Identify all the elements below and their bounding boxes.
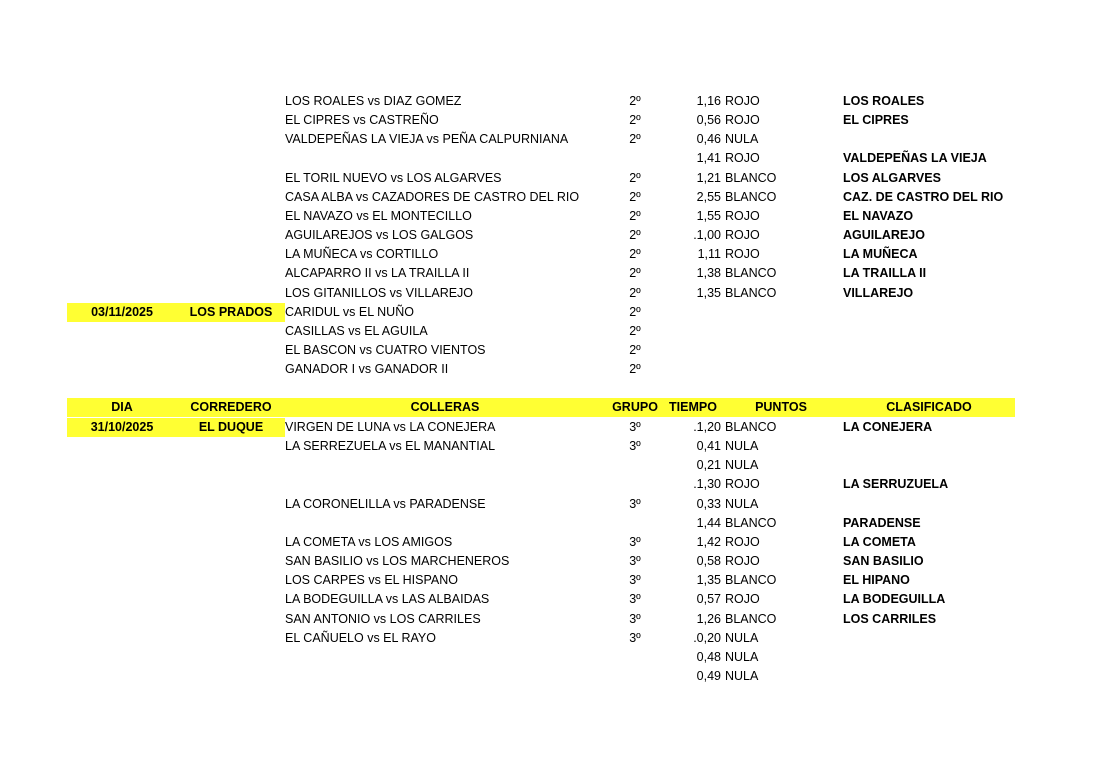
cell-corredero: EL DUQUE [177, 418, 285, 437]
cell-colleras: EL CIPRES vs CASTREÑO [285, 113, 439, 128]
table-row [0, 629, 1105, 648]
cell-colleras [285, 475, 605, 494]
table-row [0, 514, 1105, 533]
table-row [0, 456, 1105, 475]
cell-grupo: 2º [629, 323, 641, 338]
cell-grupo [605, 456, 665, 475]
table-row [0, 590, 1105, 609]
cell-clasificado: LOS ALGARVES [843, 170, 941, 185]
table-row [0, 360, 1105, 379]
cell-colleras: LOS GITANILLOS vs VILLAREJO [285, 285, 474, 300]
cell-dia [67, 264, 177, 283]
cell-puntos [725, 360, 835, 379]
cell-tiempo: 1,16 [696, 94, 721, 108]
cell-dia [67, 571, 177, 590]
cell-tiempo: 1,55 [696, 208, 721, 223]
cell-dia [67, 456, 177, 475]
cell-corredero [177, 284, 285, 303]
cell-puntos: BLANCO [725, 285, 777, 300]
cell-dia [67, 514, 177, 533]
cell-tiempo: 1,11 [697, 247, 721, 262]
table-row [0, 437, 1105, 456]
cell-grupo: 3º [629, 420, 641, 434]
cell-clasificado: PARADENSE [843, 515, 921, 530]
cell-colleras [285, 514, 605, 533]
cell-puntos: ROJO [725, 554, 760, 569]
cell-tiempo: 1,41 [696, 151, 721, 166]
cell-dia [67, 284, 177, 303]
cell-corredero [177, 149, 285, 168]
cell-corredero [177, 111, 285, 130]
table-row [0, 341, 1105, 360]
cell-dia [67, 322, 177, 341]
cell-corredero [177, 245, 285, 264]
table-row [0, 149, 1105, 168]
cell-dia: 03/11/2025 [67, 303, 177, 322]
cell-clasificado [843, 629, 1015, 648]
cell-dia [67, 667, 177, 686]
cell-puntos: NULA [725, 458, 759, 473]
cell-tiempo: .0,20 [693, 630, 721, 645]
cell-corredero [177, 648, 285, 667]
cell-grupo: 2º [629, 247, 641, 262]
cell-tiempo: .1,20 [693, 420, 721, 434]
cell-corredero [177, 456, 285, 475]
cell-dia [67, 111, 177, 130]
cell-clasificado: SAN BASILIO [843, 554, 924, 569]
table-row [0, 130, 1105, 149]
table-row [0, 495, 1105, 514]
cell-tiempo: 0,46 [696, 132, 721, 147]
cell-corredero [177, 590, 285, 609]
cell-colleras: LA COMETA vs LOS AMIGOS [285, 534, 453, 549]
cell-grupo: 3º [629, 592, 641, 607]
cell-tiempo: 1,35 [696, 285, 721, 300]
cell-grupo: 2º [629, 285, 641, 300]
cell-grupo: 2º [629, 266, 641, 281]
cell-grupo: 2º [629, 228, 641, 243]
cell-corredero [177, 437, 285, 456]
cell-dia [67, 648, 177, 667]
cell-clasificado [843, 360, 1015, 379]
cell-puntos: ROJO [725, 208, 760, 223]
table-row [0, 111, 1105, 130]
cell-colleras: SAN BASILIO vs LOS MARCHENEROS [285, 554, 510, 569]
cell-corredero [177, 130, 285, 149]
cell-puntos: ROJO [725, 228, 760, 243]
cell-puntos: BLANCO [725, 189, 777, 204]
cell-dia [67, 149, 177, 168]
cell-tiempo: 0,41 [696, 439, 721, 454]
cell-colleras: LOS CARPES vs EL HISPANO [285, 573, 458, 588]
cell-corredero [177, 207, 285, 226]
cell-grupo [605, 475, 665, 494]
cell-grupo [605, 667, 665, 686]
table-row [0, 92, 1105, 111]
cell-colleras: CARIDUL vs EL NUÑO [285, 304, 414, 319]
cell-tiempo: 0,48 [696, 649, 721, 664]
table-header-row [0, 398, 1105, 417]
cell-puntos: NULA [725, 630, 759, 645]
cell-colleras: CASILLAS vs EL AGUILA [285, 323, 428, 338]
table-row [0, 169, 1105, 188]
cell-dia [67, 437, 177, 456]
cell-grupo: 3º [629, 573, 641, 588]
cell-corredero [177, 610, 285, 629]
cell-grupo [605, 149, 665, 168]
cell-tiempo: 1,38 [696, 266, 721, 281]
cell-grupo: 2º [629, 170, 641, 185]
cell-grupo: 2º [629, 304, 641, 319]
cell-corredero: LOS PRADOS [177, 303, 285, 322]
cell-puntos: ROJO [725, 113, 760, 128]
cell-clasificado: VILLAREJO [843, 285, 914, 300]
cell-dia [67, 533, 177, 552]
cell-tiempo: 0,58 [696, 554, 721, 569]
cell-colleras: EL NAVAZO vs EL MONTECILLO [285, 208, 472, 223]
cell-dia [67, 475, 177, 494]
cell-tiempo: 0,33 [696, 496, 721, 511]
cell-grupo: 2º [629, 189, 641, 204]
cell-grupo: 3º [629, 496, 641, 511]
cell-clasificado [843, 495, 1015, 514]
cell-clasificado [843, 667, 1015, 686]
cell-puntos: ROJO [725, 247, 760, 262]
cell-puntos [725, 322, 835, 341]
cell-colleras: AGUILAREJOS vs LOS GALGOS [285, 228, 474, 243]
cell-clasificado [843, 130, 1015, 149]
cell-grupo: 2º [629, 342, 641, 357]
cell-colleras: EL CAÑUELO vs EL RAYO [285, 630, 436, 645]
header-grupo: GRUPO [612, 400, 658, 414]
cell-colleras: CASA ALBA vs CAZADORES DE CASTRO DEL RIO [285, 189, 580, 204]
cell-grupo: 2º [629, 113, 641, 128]
cell-clasificado: EL CIPRES [843, 113, 909, 128]
cell-clasificado: EL NAVAZO [843, 208, 914, 223]
cell-dia [67, 495, 177, 514]
cell-dia [67, 188, 177, 207]
cell-corredero [177, 322, 285, 341]
cell-clasificado: LA COMETA [843, 534, 916, 549]
cell-corredero [177, 629, 285, 648]
cell-clasificado: AGUILAREJO [843, 228, 925, 243]
cell-grupo [605, 648, 665, 667]
table-row [0, 610, 1105, 629]
cell-tiempo: 2,55 [696, 189, 721, 204]
cell-corredero [177, 360, 285, 379]
cell-dia [67, 226, 177, 245]
cell-corredero [177, 264, 285, 283]
cell-grupo [605, 514, 665, 533]
cell-puntos: BLANCO [725, 611, 777, 626]
cell-clasificado [843, 648, 1015, 667]
table-row [0, 322, 1105, 341]
cell-dia [67, 169, 177, 188]
cell-puntos: ROJO [725, 151, 760, 166]
cell-tiempo: 1,21 [696, 170, 721, 185]
cell-tiempo [665, 341, 721, 360]
cell-clasificado [843, 322, 1015, 341]
cell-tiempo: 0,57 [696, 592, 721, 607]
table-row [0, 284, 1105, 303]
table-row [0, 207, 1105, 226]
cell-grupo: 3º [629, 611, 641, 626]
cell-clasificado [843, 456, 1015, 475]
cell-dia [67, 341, 177, 360]
cell-colleras: VALDEPEÑAS LA VIEJA vs PEÑA CALPURNIANA [285, 132, 569, 147]
cell-clasificado: LA TRAILLA II [843, 266, 927, 281]
cell-grupo: 2º [629, 362, 641, 377]
cell-dia [67, 130, 177, 149]
cell-tiempo [665, 303, 721, 322]
cell-tiempo: 1,26 [696, 611, 721, 626]
cell-dia [67, 610, 177, 629]
cell-colleras: LA CORONELILLA vs PARADENSE [285, 496, 486, 511]
header-corredero: CORREDERO [190, 400, 272, 414]
cell-corredero [177, 495, 285, 514]
cell-clasificado: EL HIPANO [843, 573, 910, 588]
cell-grupo: 2º [629, 94, 641, 108]
cell-puntos: ROJO [725, 94, 760, 108]
cell-corredero [177, 552, 285, 571]
cell-dia [67, 245, 177, 264]
cell-puntos: BLANCO [725, 266, 777, 281]
cell-colleras: LA SERREZUELA vs EL MANANTIAL [285, 439, 496, 454]
cell-clasificado [843, 303, 1015, 322]
cell-grupo: 3º [629, 534, 641, 549]
cell-clasificado [843, 341, 1015, 360]
cell-tiempo: 1,44 [696, 515, 721, 530]
cell-puntos: NULA [725, 668, 759, 683]
table-row [0, 245, 1105, 264]
cell-colleras: GANADOR I vs GANADOR II [285, 362, 449, 377]
cell-corredero [177, 571, 285, 590]
table-row [0, 226, 1105, 245]
cell-corredero [177, 226, 285, 245]
cell-tiempo: 0,21 [696, 458, 721, 473]
cell-clasificado [843, 437, 1015, 456]
header-colleras: COLLERAS [410, 400, 480, 414]
cell-puntos: BLANCO [725, 170, 777, 185]
cell-puntos: ROJO [725, 592, 760, 607]
cell-colleras [285, 456, 605, 475]
cell-puntos: BLANCO [725, 515, 777, 530]
cell-grupo: 3º [629, 439, 641, 454]
cell-colleras [285, 149, 605, 168]
table-row [0, 264, 1105, 283]
cell-grupo: 3º [629, 554, 641, 569]
cell-puntos: BLANCO [725, 573, 777, 588]
cell-dia [67, 629, 177, 648]
cell-puntos: NULA [725, 649, 759, 664]
table-row [0, 571, 1105, 590]
cell-colleras [285, 648, 605, 667]
header-tiempo: TIEMPO [669, 400, 717, 414]
header-clasificado: CLASIFICADO [886, 400, 972, 414]
table-row [0, 188, 1105, 207]
cell-dia [67, 92, 177, 111]
cell-clasificado: LA CONEJERA [843, 420, 933, 434]
cell-tiempo [665, 322, 721, 341]
cell-tiempo: .1,30 [693, 477, 721, 492]
table-row [0, 475, 1105, 494]
table-row [0, 533, 1105, 552]
table-row [0, 648, 1105, 667]
cell-dia [67, 207, 177, 226]
cell-puntos: ROJO [725, 477, 760, 492]
cell-corredero [177, 188, 285, 207]
cell-tiempo: 0,56 [696, 113, 721, 128]
table-row [0, 303, 1105, 322]
cell-grupo: 3º [629, 630, 641, 645]
cell-dia [67, 590, 177, 609]
table-row [0, 552, 1105, 571]
cell-clasificado: LOS ROALES [843, 94, 925, 108]
cell-tiempo: 1,42 [696, 534, 721, 549]
cell-tiempo: .1,00 [693, 228, 721, 243]
cell-corredero [177, 667, 285, 686]
cell-puntos: NULA [725, 132, 759, 147]
cell-dia [67, 360, 177, 379]
cell-clasificado: LA MUÑECA [843, 247, 918, 262]
header-puntos: PUNTOS [755, 400, 807, 414]
cell-corredero [177, 514, 285, 533]
cell-clasificado: LA BODEGUILLA [843, 592, 946, 607]
cell-clasificado: VALDEPEÑAS LA VIEJA [843, 151, 987, 166]
cell-dia: 31/10/2025 [67, 418, 177, 437]
cell-puntos: ROJO [725, 534, 760, 549]
cell-tiempo [665, 360, 721, 379]
cell-corredero [177, 475, 285, 494]
cell-colleras: LA BODEGUILLA vs LAS ALBAIDAS [285, 592, 490, 607]
cell-puntos [725, 341, 835, 360]
cell-clasificado: LOS CARRILES [843, 611, 937, 626]
cell-colleras: SAN ANTONIO vs LOS CARRILES [285, 611, 481, 626]
cell-puntos [725, 303, 835, 322]
cell-tiempo: 1,35 [696, 573, 721, 588]
table-row [0, 418, 1105, 437]
cell-colleras: LA MUÑECA vs CORTILLO [285, 247, 439, 262]
cell-corredero [177, 92, 285, 111]
cell-grupo: 2º [629, 132, 641, 147]
header-dia: DIA [111, 400, 133, 414]
cell-colleras: ALCAPARRO II vs LA TRAILLA II [285, 266, 470, 281]
cell-tiempo: 0,49 [696, 668, 721, 683]
cell-colleras: EL TORIL NUEVO vs LOS ALGARVES [285, 170, 502, 185]
cell-corredero [177, 169, 285, 188]
cell-clasificado: CAZ. DE CASTRO DEL RIO [843, 189, 1004, 204]
cell-dia [67, 552, 177, 571]
cell-corredero [177, 341, 285, 360]
cell-puntos: NULA [725, 439, 759, 454]
cell-corredero [177, 533, 285, 552]
cell-clasificado: LA SERRUZUELA [843, 477, 949, 492]
cell-grupo: 2º [629, 208, 641, 223]
cell-colleras: EL BASCON vs CUATRO VIENTOS [285, 342, 486, 357]
cell-colleras: LOS ROALES vs DIAZ GOMEZ [285, 94, 462, 108]
table-row [0, 667, 1105, 686]
cell-colleras: VIRGEN DE LUNA vs LA CONEJERA [285, 420, 496, 434]
cell-colleras [285, 667, 605, 686]
cell-puntos: BLANCO [725, 420, 777, 434]
cell-puntos: NULA [725, 496, 759, 511]
